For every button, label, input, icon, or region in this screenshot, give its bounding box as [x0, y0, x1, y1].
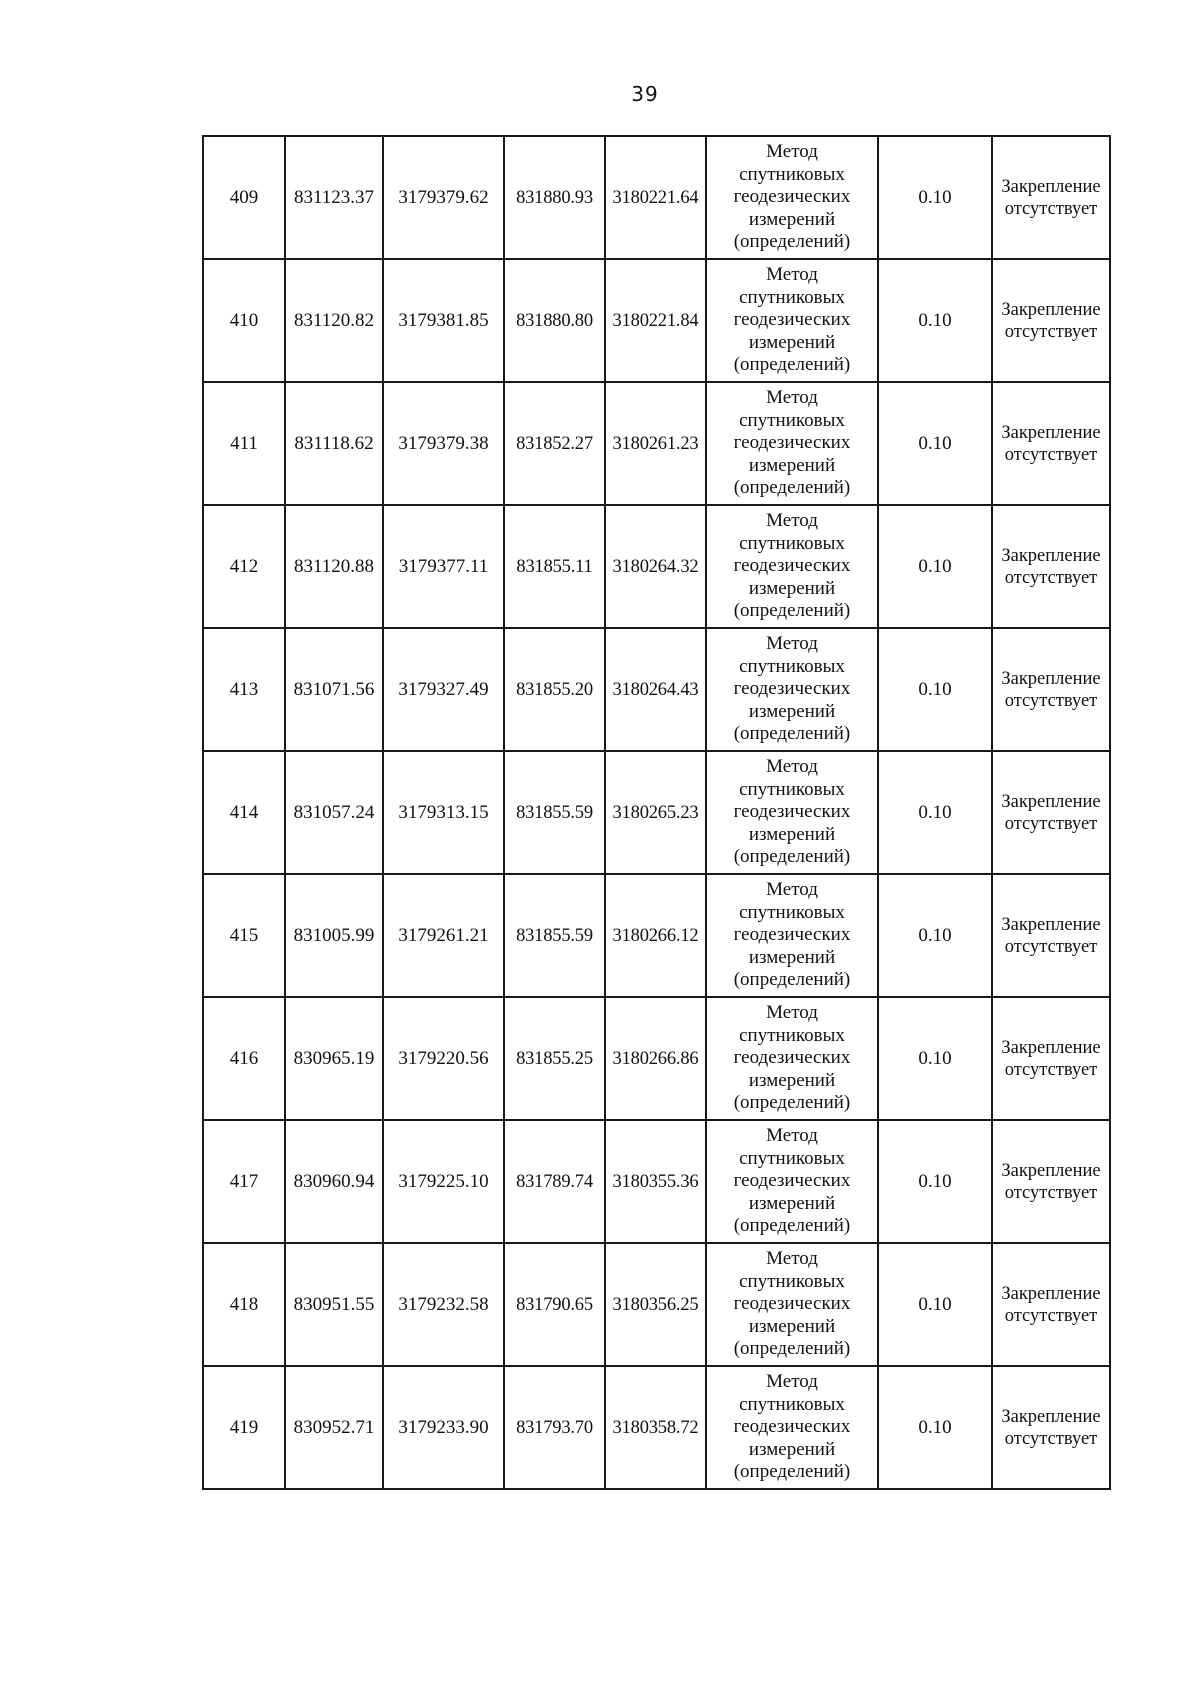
- method-line: (определений): [733, 354, 851, 376]
- fixation-line: Закрепление: [1001, 914, 1101, 935]
- method-line: геодезических: [733, 555, 851, 577]
- y-coordinate-cell: 3179232.58: [383, 1243, 504, 1366]
- fixation-cell: [992, 997, 1110, 1120]
- method-line: спутниковых: [739, 532, 845, 554]
- fixation-line: отсутствует: [1004, 198, 1098, 219]
- fixation-line: отсутствует: [1004, 1305, 1098, 1326]
- method-line: (определений): [733, 231, 851, 253]
- method-cell: [706, 1243, 878, 1366]
- fixation-line: отсутствует: [1004, 1182, 1098, 1203]
- fixation-line: Закрепление: [1001, 1406, 1101, 1427]
- table-row: [203, 751, 1110, 874]
- point-number-cell: 416: [203, 997, 285, 1120]
- fixation-cell: [992, 382, 1110, 505]
- method-line: геодезических: [733, 1170, 851, 1192]
- accuracy-cell: 0.10: [878, 382, 992, 505]
- fixation-cell: [992, 1120, 1110, 1243]
- x-coordinate-cell: 830960.94: [285, 1120, 383, 1243]
- table-row: [203, 259, 1110, 382]
- x-coordinate-cell: 830951.55: [285, 1243, 383, 1366]
- x-coordinate-cell: 831120.88: [285, 505, 383, 628]
- x-coordinate-2-cell: 831855.20: [504, 628, 605, 751]
- x-coordinate-2-cell: 831880.80: [504, 259, 605, 382]
- x-coordinate-cell: 831118.62: [285, 382, 383, 505]
- y-coordinate-2-cell: 3180355.36: [605, 1120, 706, 1243]
- fixation-line: отсутствует: [1004, 813, 1098, 834]
- method-line: измерений: [748, 1315, 836, 1337]
- x-coordinate-cell: 830952.71: [285, 1366, 383, 1489]
- x-coordinate-2-cell: 831789.74: [504, 1120, 605, 1243]
- fixation-cell: [992, 505, 1110, 628]
- accuracy-cell: 0.10: [878, 628, 992, 751]
- x-coordinate-2-cell: 831880.93: [504, 136, 605, 259]
- method-line: спутниковых: [739, 1393, 845, 1415]
- method-line: (определений): [733, 723, 851, 745]
- accuracy-cell: 0.10: [878, 505, 992, 628]
- fixation-cell: [992, 1366, 1110, 1489]
- fixation-line: Закрепление: [1001, 1283, 1101, 1304]
- method-cell: [706, 628, 878, 751]
- accuracy-cell: 0.10: [878, 1243, 992, 1366]
- y-coordinate-cell: 3179261.21: [383, 874, 504, 997]
- method-line: Метод: [766, 1125, 818, 1147]
- x-coordinate-2-cell: 831855.11: [504, 505, 605, 628]
- fixation-line: Закрепление: [1001, 1037, 1101, 1058]
- y-coordinate-cell: 3179379.38: [383, 382, 504, 505]
- fixation-line: отсутствует: [1004, 1428, 1098, 1449]
- method-line: Метод: [766, 510, 818, 532]
- y-coordinate-2-cell: 3180261.23: [605, 382, 706, 505]
- point-number-cell: 409: [203, 136, 285, 259]
- y-coordinate-cell: 3179313.15: [383, 751, 504, 874]
- method-line: измерений: [748, 577, 836, 599]
- method-line: (определений): [733, 1215, 851, 1237]
- fixation-line: отсутствует: [1004, 444, 1098, 465]
- point-number-cell: 414: [203, 751, 285, 874]
- fixation-line: Закрепление: [1001, 545, 1101, 566]
- method-cell: [706, 1366, 878, 1489]
- x-coordinate-cell: 831123.37: [285, 136, 383, 259]
- x-coordinate-cell: 831071.56: [285, 628, 383, 751]
- method-line: геодезических: [733, 432, 851, 454]
- table-row: [203, 136, 1110, 259]
- method-line: геодезических: [733, 678, 851, 700]
- y-coordinate-cell: 3179381.85: [383, 259, 504, 382]
- method-cell: [706, 751, 878, 874]
- x-coordinate-cell: 831057.24: [285, 751, 383, 874]
- method-line: геодезических: [733, 1047, 851, 1069]
- y-coordinate-2-cell: 3180221.84: [605, 259, 706, 382]
- y-coordinate-2-cell: 3180264.32: [605, 505, 706, 628]
- x-coordinate-2-cell: 831852.27: [504, 382, 605, 505]
- x-coordinate-cell: 830965.19: [285, 997, 383, 1120]
- method-line: Метод: [766, 1002, 818, 1024]
- table-body: [203, 136, 1110, 1489]
- method-line: (определений): [733, 969, 851, 991]
- y-coordinate-cell: 3179220.56: [383, 997, 504, 1120]
- y-coordinate-2-cell: 3180265.23: [605, 751, 706, 874]
- accuracy-cell: 0.10: [878, 136, 992, 259]
- accuracy-cell: 0.10: [878, 997, 992, 1120]
- y-coordinate-2-cell: 3180358.72: [605, 1366, 706, 1489]
- method-line: геодезических: [733, 186, 851, 208]
- method-cell: [706, 136, 878, 259]
- point-number-cell: 411: [203, 382, 285, 505]
- x-coordinate-2-cell: 831855.25: [504, 997, 605, 1120]
- x-coordinate-cell: 831005.99: [285, 874, 383, 997]
- y-coordinate-cell: 3179233.90: [383, 1366, 504, 1489]
- fixation-cell: [992, 751, 1110, 874]
- method-line: Метод: [766, 264, 818, 286]
- y-coordinate-2-cell: 3180266.86: [605, 997, 706, 1120]
- method-line: спутниковых: [739, 163, 845, 185]
- method-line: геодезических: [733, 801, 851, 823]
- fixation-line: отсутствует: [1004, 321, 1098, 342]
- method-line: измерений: [748, 1438, 836, 1460]
- y-coordinate-cell: 3179327.49: [383, 628, 504, 751]
- method-line: Метод: [766, 1248, 818, 1270]
- method-line: Метод: [766, 879, 818, 901]
- fixation-line: отсутствует: [1004, 567, 1098, 588]
- method-line: Метод: [766, 633, 818, 655]
- fixation-line: Закрепление: [1001, 299, 1101, 320]
- method-cell: [706, 997, 878, 1120]
- method-line: спутниковых: [739, 409, 845, 431]
- method-line: измерений: [748, 700, 836, 722]
- method-cell: [706, 874, 878, 997]
- y-coordinate-2-cell: 3180266.12: [605, 874, 706, 997]
- method-line: геодезических: [733, 1416, 851, 1438]
- table-row: [203, 1243, 1110, 1366]
- method-line: (определений): [733, 1338, 851, 1360]
- accuracy-cell: 0.10: [878, 1366, 992, 1489]
- accuracy-cell: 0.10: [878, 874, 992, 997]
- method-line: (определений): [733, 846, 851, 868]
- point-number-cell: 419: [203, 1366, 285, 1489]
- method-line: геодезических: [733, 924, 851, 946]
- x-coordinate-2-cell: 831855.59: [504, 874, 605, 997]
- fixation-cell: [992, 136, 1110, 259]
- point-number-cell: 418: [203, 1243, 285, 1366]
- fixation-cell: [992, 628, 1110, 751]
- table-row: [203, 382, 1110, 505]
- x-coordinate-2-cell: 831790.65: [504, 1243, 605, 1366]
- point-number-cell: 410: [203, 259, 285, 382]
- point-number-cell: 415: [203, 874, 285, 997]
- table-row: [203, 628, 1110, 751]
- method-line: измерений: [748, 946, 836, 968]
- y-coordinate-2-cell: 3180221.64: [605, 136, 706, 259]
- y-coordinate-cell: 3179379.62: [383, 136, 504, 259]
- fixation-line: Закрепление: [1001, 1160, 1101, 1181]
- accuracy-cell: 0.10: [878, 751, 992, 874]
- x-coordinate-2-cell: 831855.59: [504, 751, 605, 874]
- y-coordinate-cell: 3179225.10: [383, 1120, 504, 1243]
- y-coordinate-cell: 3179377.11: [383, 505, 504, 628]
- fixation-cell: [992, 259, 1110, 382]
- method-cell: [706, 505, 878, 628]
- table-row: [203, 1120, 1110, 1243]
- page-number: 39: [631, 82, 659, 106]
- x-coordinate-2-cell: 831793.70: [504, 1366, 605, 1489]
- method-line: измерений: [748, 1069, 836, 1091]
- method-line: спутниковых: [739, 1147, 845, 1169]
- method-line: геодезических: [733, 309, 851, 331]
- x-coordinate-cell: 831120.82: [285, 259, 383, 382]
- method-cell: [706, 382, 878, 505]
- point-number-cell: 417: [203, 1120, 285, 1243]
- method-line: (определений): [733, 1092, 851, 1114]
- method-line: спутниковых: [739, 778, 845, 800]
- coordinates-table: [202, 135, 1111, 1490]
- fixation-line: Закрепление: [1001, 791, 1101, 812]
- table-row: [203, 1366, 1110, 1489]
- method-line: спутниковых: [739, 1270, 845, 1292]
- fixation-cell: [992, 874, 1110, 997]
- fixation-line: отсутствует: [1004, 1059, 1098, 1080]
- fixation-line: Закрепление: [1001, 668, 1101, 689]
- fixation-line: отсутствует: [1004, 690, 1098, 711]
- method-line: спутниковых: [739, 901, 845, 923]
- method-line: Метод: [766, 141, 818, 163]
- fixation-line: Закрепление: [1001, 176, 1101, 197]
- method-cell: [706, 259, 878, 382]
- method-line: измерений: [748, 208, 836, 230]
- method-line: (определений): [733, 600, 851, 622]
- method-line: геодезических: [733, 1293, 851, 1315]
- table-row: [203, 874, 1110, 997]
- method-line: Метод: [766, 756, 818, 778]
- method-cell: [706, 1120, 878, 1243]
- method-line: спутниковых: [739, 655, 845, 677]
- y-coordinate-2-cell: 3180356.25: [605, 1243, 706, 1366]
- fixation-line: Закрепление: [1001, 422, 1101, 443]
- fixation-cell: [992, 1243, 1110, 1366]
- fixation-line: отсутствует: [1004, 936, 1098, 957]
- method-line: измерений: [748, 823, 836, 845]
- table-row: [203, 997, 1110, 1120]
- table-row: [203, 505, 1110, 628]
- method-line: спутниковых: [739, 1024, 845, 1046]
- method-line: измерений: [748, 331, 836, 353]
- point-number-cell: 413: [203, 628, 285, 751]
- method-line: измерений: [748, 1192, 836, 1214]
- y-coordinate-2-cell: 3180264.43: [605, 628, 706, 751]
- method-line: Метод: [766, 1371, 818, 1393]
- accuracy-cell: 0.10: [878, 1120, 992, 1243]
- accuracy-cell: 0.10: [878, 259, 992, 382]
- method-line: (определений): [733, 477, 851, 499]
- method-line: спутниковых: [739, 286, 845, 308]
- method-line: измерений: [748, 454, 836, 476]
- method-line: (определений): [733, 1461, 851, 1483]
- point-number-cell: 412: [203, 505, 285, 628]
- method-line: Метод: [766, 387, 818, 409]
